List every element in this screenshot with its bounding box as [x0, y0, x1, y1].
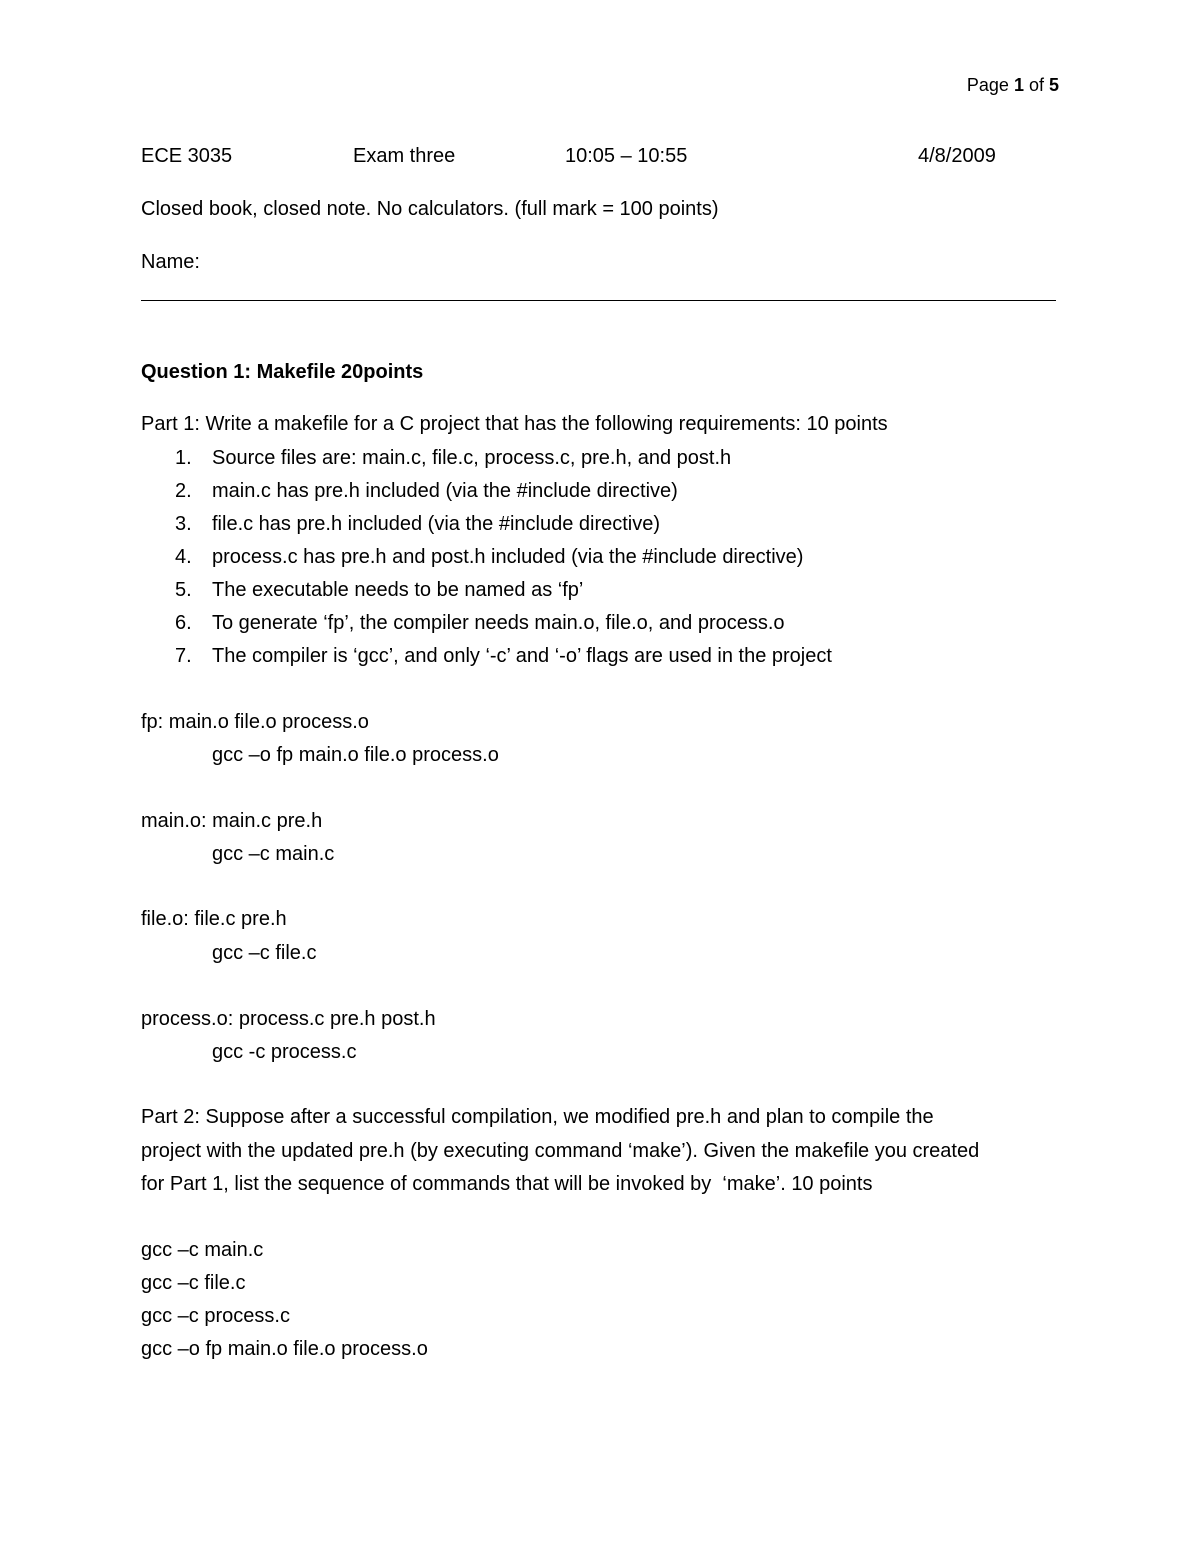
makefile-target: main.o: main.c pre.h [141, 810, 323, 832]
makefile-target: process.o: process.c pre.h post.h [141, 1008, 436, 1030]
list-item-number: 6. [175, 612, 192, 634]
list-item-text: To generate ‘fp’, the compiler needs main.o, file.o, and process.o [212, 612, 785, 634]
page-number-mid: of [1023, 75, 1049, 95]
exam-title: Exam three [353, 145, 456, 167]
makefile-command: gcc –c file.c [212, 942, 317, 964]
list-item-number: 2. [175, 480, 192, 502]
list-item-number: 7. [175, 645, 192, 667]
list-item-number: 5. [175, 579, 192, 601]
makefile-command: gcc –o fp main.o file.o process.o [212, 744, 499, 766]
list-item-text: process.c has pre.h and post.h included (via the #include directive) [212, 546, 804, 568]
answer-command: gcc –c file.c [141, 1272, 246, 1294]
name-line [141, 300, 1056, 301]
part1-prompt: Part 1: Write a makefile for a C project that has the following requirements: 10 points [141, 413, 888, 435]
name-label: Name: [141, 251, 200, 273]
part2-prompt-line: Part 2: Suppose after a successful compilation, we modified pre.h and plan to compile the [141, 1106, 934, 1128]
list-item-text: The executable needs to be named as ‘fp’ [212, 579, 584, 601]
makefile-target: fp: main.o file.o process.o [141, 711, 369, 733]
makefile-command: gcc –c main.c [212, 843, 335, 865]
makefile-target: file.o: file.c pre.h [141, 908, 287, 930]
list-item-text: Source files are: main.c, file.c, process.c, pre.h, and post.h [212, 447, 732, 469]
page-number-total: 5 [1048, 75, 1059, 95]
exam-date: 4/8/2009 [918, 145, 996, 167]
list-item-number: 1. [175, 447, 192, 469]
makefile-command: gcc -c process.c [212, 1041, 357, 1063]
list-item-number: 3. [175, 513, 192, 535]
page-number [967, 74, 1059, 96]
list-item-text: main.c has pre.h included (via the #include directive) [212, 480, 678, 502]
answer-command: gcc –c main.c [141, 1239, 264, 1261]
page-number-prefix: Page [966, 75, 1014, 95]
list-item-text: file.c has pre.h included (via the #include directive) [212, 513, 661, 535]
page-number-current: 1 [1013, 75, 1024, 95]
instructions: Closed book, closed note. No calculators. (full mark = 100 points) [141, 198, 719, 220]
list-item-number: 4. [175, 546, 192, 568]
answer-command: gcc –c process.c [141, 1305, 290, 1327]
exam-time: 10:05 – 10:55 [565, 145, 688, 167]
question1-title: Question 1: Makefile 20points [141, 361, 424, 383]
list-item-text: The compiler is ‘gcc’, and only ‘-c’ and ‘-o’ flags are used in the project [212, 645, 832, 667]
course-code: ECE 3035 [141, 145, 233, 167]
part2-prompt-line: project with the updated pre.h (by executing command ‘make’). Given the makefile you created [141, 1140, 980, 1162]
answer-command: gcc –o fp main.o file.o process.o [141, 1338, 428, 1360]
part2-prompt-line: for Part 1, list the sequence of commands that will be invoked by ‘make’. 10 points [141, 1173, 873, 1195]
